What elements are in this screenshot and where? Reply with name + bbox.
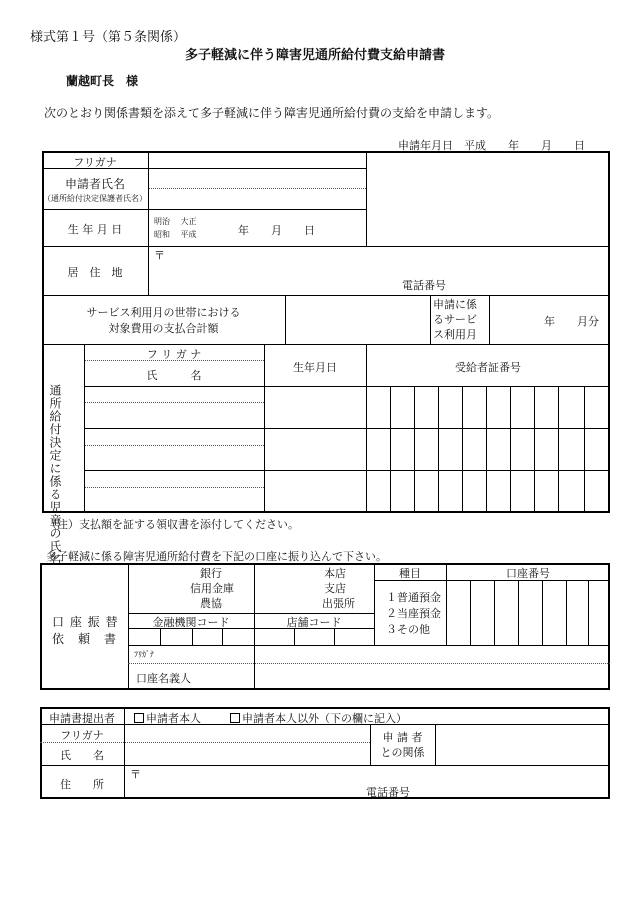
institution-name-field[interactable] — [130, 568, 188, 610]
note-text: （注）支払額を証する領収書を添付してください。 — [46, 518, 299, 531]
submitter-option-other[interactable]: 申請者本人以外（下の欄に記入） — [230, 710, 407, 726]
form-title: 多子軽減に伴う障害児通所給付費支給申請書 — [184, 48, 445, 63]
postal-mark: 〒 — [154, 249, 165, 262]
child-row-3-name-field[interactable] — [86, 472, 262, 510]
submitter-furigana-label: フリガナ — [60, 729, 104, 742]
address-field[interactable] — [160, 250, 600, 276]
bank-side-label-1: 口 座 振 替 — [52, 615, 119, 629]
child-row-1-name-field[interactable] — [86, 388, 262, 426]
furigana-field[interactable] — [150, 156, 364, 186]
submitter-option-self[interactable]: 申請者本人 — [134, 710, 201, 726]
branch-name-field[interactable] — [256, 568, 318, 610]
era-options-1[interactable]: 明治 大正 — [154, 217, 197, 226]
submitter-name-label: 氏 名 — [60, 749, 104, 762]
phone-label: 電話番号 — [402, 279, 446, 292]
submitter-name-field[interactable] — [126, 727, 368, 763]
submitter-label: 申請書提出者 — [49, 712, 115, 725]
submitter-phone-label: 電話番号 — [366, 786, 410, 799]
birth-date-field[interactable]: 年 月 日 — [238, 224, 315, 237]
holder-label: 口座名義人 — [136, 672, 191, 685]
branch-code-label: 店舗コード — [286, 616, 342, 629]
children-side-label: 通所給付決定に係る児童の氏名 — [48, 384, 62, 566]
applicant-name-sub-label: （通所給付決定保護者氏名） — [43, 194, 147, 203]
account-type-options[interactable]: １普通預金 ２当座預金 ３その他 — [386, 591, 441, 636]
child-birth-header: 生年月日 — [293, 361, 337, 374]
service-month-label: 申請に係 るサービ ス利用月 — [433, 298, 477, 341]
branch-types: 本店 支店 出張所 — [322, 567, 355, 610]
child-name-header: 氏 名 — [146, 369, 202, 382]
child-row-2-name-field[interactable] — [86, 430, 262, 468]
relation-label: 申 請 者 との関係 — [380, 731, 425, 759]
account-type-label: 種目 — [399, 567, 421, 580]
applicant-name-field[interactable] — [150, 190, 364, 208]
holder-furigana-label: ﾌﾘｶﾞﾅ — [134, 650, 154, 659]
cost-label-2: 対象費用の支払合計額 — [108, 322, 219, 335]
child-furigana-header: フ リ ガ ナ — [146, 348, 202, 361]
account-number-label: 口座番号 — [506, 567, 550, 580]
application-date[interactable]: 申請年月日 平成 年 月 日 — [398, 139, 585, 152]
transfer-intro: 多子軽減に係る障害児通所給付費を下記の口座に振り込んで下さい。 — [46, 550, 387, 563]
checkbox-icon — [134, 713, 144, 723]
service-month-field[interactable]: 年 月分 — [544, 315, 599, 328]
intro-text: 次のとおり関係書類を添えて多子軽減に伴う障害児通所給付費の支給を申請します。 — [44, 106, 500, 120]
address-label: 居 住 地 — [67, 266, 123, 279]
submitter-postal-mark: 〒 — [130, 768, 141, 781]
applicant-name-label: 申請者氏名 — [64, 177, 125, 191]
form-number: 様式第１号（第５条関係） — [30, 30, 187, 45]
cost-amount-field[interactable] — [287, 297, 428, 342]
institution-types: 銀行 信用金庫 農協 — [190, 567, 234, 610]
holder-name-field[interactable] — [256, 666, 606, 686]
child-cert-header: 受給者証番号 — [455, 361, 521, 374]
addressee: 蘭越町長 様 — [66, 74, 139, 88]
applicant-extra-field[interactable] — [368, 153, 608, 245]
submitter-address-label: 住 所 — [60, 778, 104, 791]
era-options-2[interactable]: 昭和 平成 — [154, 230, 197, 239]
furigana-label: フリガナ — [73, 156, 117, 169]
cost-label-1: サービス利用月の世帯における — [86, 306, 241, 319]
institution-code-label: 金融機関コード — [152, 616, 230, 629]
relation-field[interactable] — [437, 727, 607, 763]
bank-side-label-2: 依 頼 書 — [52, 632, 118, 646]
birth-date-label: 生 年 月 日 — [67, 223, 123, 236]
checkbox-icon — [230, 713, 240, 723]
submitter-address-field[interactable] — [140, 768, 600, 782]
